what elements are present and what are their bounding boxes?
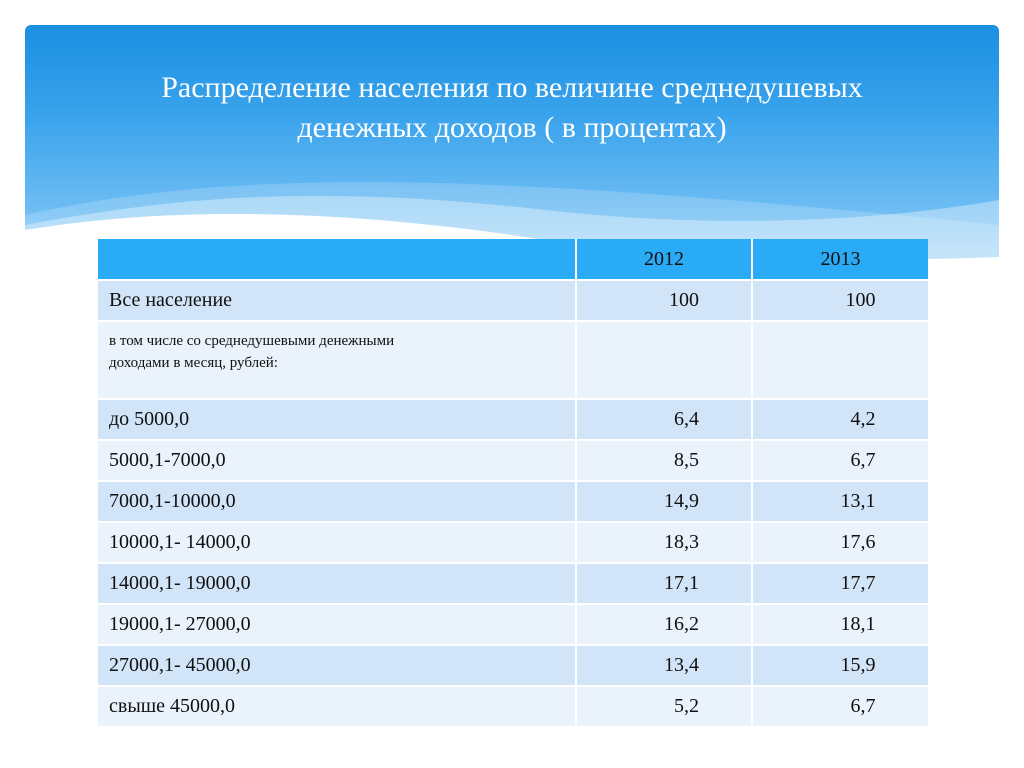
income-distribution-table [98, 239, 928, 728]
cell-2012 [576, 522, 752, 563]
cell-value: 6,7 [850, 449, 876, 471]
cell-2013 [752, 563, 928, 604]
cell-2012 [576, 280, 752, 321]
row-note-label [98, 321, 576, 399]
table-row [98, 481, 928, 522]
row-label: 19000,1- 27000,0 [98, 604, 576, 645]
cell-2012 [576, 686, 752, 727]
slide-title [25, 68, 999, 148]
cell-value: 100 [845, 289, 876, 311]
cell-2013 [752, 399, 928, 440]
table-row [98, 440, 928, 481]
row-label: 5000,1-7000,0 [98, 440, 576, 481]
cell-2012 [576, 563, 752, 604]
header-year-2012: 2012 [576, 239, 752, 280]
header-year-2013: 2013 [752, 239, 928, 280]
note-line-1: в том числе со среднедушевыми денежными [109, 333, 395, 349]
cell-2013 [752, 440, 928, 481]
cell-2012-empty [576, 321, 752, 399]
cell-value: 6,7 [850, 695, 876, 717]
table-row [98, 399, 928, 440]
cell-value: 13,4 [664, 654, 699, 676]
table-row-total [98, 280, 928, 321]
table-row [98, 563, 928, 604]
cell-2013 [752, 280, 928, 321]
cell-value: 15,9 [840, 654, 876, 676]
cell-value: 18,1 [840, 613, 876, 635]
cell-2012 [576, 399, 752, 440]
cell-value: 14,9 [664, 490, 699, 512]
note-line-2: доходами в месяц, рублей: [109, 355, 278, 371]
cell-value: 8,5 [674, 449, 699, 471]
cell-2013 [752, 686, 928, 727]
table-row [98, 522, 928, 563]
row-label: 10000,1- 14000,0 [98, 522, 576, 563]
row-label: свыше 45000,0 [98, 686, 576, 727]
slide-title-line-1: Распределение населения по величине среднедушевых [161, 71, 863, 104]
cell-2013-empty [752, 321, 928, 399]
cell-value: 13,1 [840, 490, 876, 512]
cell-2013 [752, 481, 928, 522]
cell-value: 16,2 [664, 613, 699, 635]
cell-value: 17,1 [664, 572, 699, 594]
cell-2013 [752, 604, 928, 645]
table-row [98, 645, 928, 686]
row-label: до 5000,0 [98, 399, 576, 440]
cell-2012 [576, 604, 752, 645]
table-row-note [98, 321, 928, 399]
cell-value: 5,2 [674, 695, 699, 717]
slide-title-line-2: денежных доходов ( в процентах) [297, 111, 727, 144]
cell-value: 4,2 [850, 408, 876, 430]
cell-2013 [752, 522, 928, 563]
table-row [98, 604, 928, 645]
table-row [98, 686, 928, 727]
cell-2013 [752, 645, 928, 686]
cell-value: 17,6 [840, 531, 876, 553]
row-label: Все население [98, 280, 576, 321]
header-corner-cell [98, 239, 576, 280]
cell-value: 100 [669, 289, 699, 311]
cell-2012 [576, 440, 752, 481]
cell-value: 18,3 [664, 531, 699, 553]
row-label: 27000,1- 45000,0 [98, 645, 576, 686]
cell-2012 [576, 481, 752, 522]
cell-value: 6,4 [674, 408, 699, 430]
table-header-row [98, 239, 928, 280]
row-label: 7000,1-10000,0 [98, 481, 576, 522]
cell-2012 [576, 645, 752, 686]
row-label: 14000,1- 19000,0 [98, 563, 576, 604]
cell-value: 17,7 [840, 572, 876, 594]
